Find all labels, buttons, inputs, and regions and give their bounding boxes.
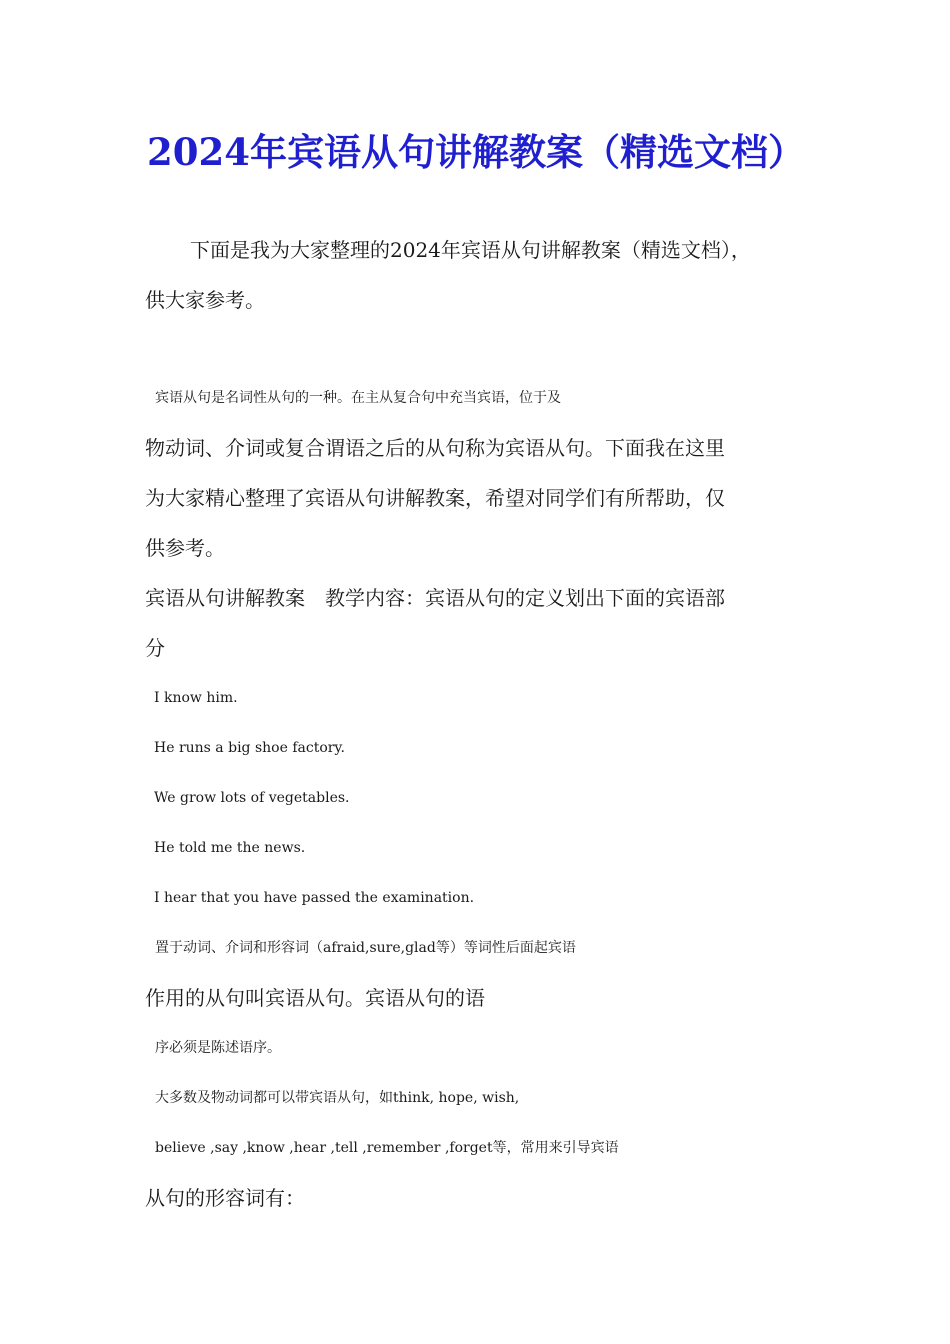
example-sentence: We grow lots of vegetables. xyxy=(154,790,350,806)
paragraph-line: 宾语从句讲解教案 教学内容：宾语从句的定义划出下面的宾语部 xyxy=(145,586,725,610)
paragraph-line: 宾语从句是名词性从句的一种。在主从复合句中充当宾语，位于及 xyxy=(155,390,561,406)
paragraph-line: believe ,say ,know ,hear ,tell ,remember ,forget等，常用来引导宾语 xyxy=(155,1140,619,1156)
example-sentence: He told me the news. xyxy=(154,840,306,856)
paragraph-line: 作用的从句叫宾语从句。宾语从句的语 xyxy=(145,986,485,1010)
paragraph-line: 序必须是陈述语序。 xyxy=(155,1040,281,1056)
example-sentence: I know him. xyxy=(154,690,238,706)
paragraph-line: 物动词、介词或复合谓语之后的从句称为宾语从句。下面我在这里 xyxy=(145,436,725,460)
paragraph-line: 为大家精心整理了宾语从句讲解教案，希望对同学们有所帮助，仅 xyxy=(145,486,725,510)
paragraph-line: 大多数及物动词都可以带宾语从句，如think, hope, wish, xyxy=(155,1090,520,1106)
example-sentence: I hear that you have passed the examination. xyxy=(154,890,475,906)
example-sentence: He runs a big shoe factory. xyxy=(154,740,345,756)
paragraph-line: 分 xyxy=(145,636,165,660)
document-title: 2024年宾语从句讲解教案（精选文档） xyxy=(147,130,805,174)
paragraph-line: 供参考。 xyxy=(145,536,225,560)
paragraph-line: 下面是我为大家整理的2024年宾语从句讲解教案（精选文档）， xyxy=(190,238,751,262)
paragraph-line: 置于动词、介词和形容词（afraid,sure,glad等）等词性后面起宾语 xyxy=(155,940,576,956)
paragraph-line: 供大家参考。 xyxy=(145,288,265,312)
paragraph-line: 从句的形容词有： xyxy=(145,1186,305,1210)
